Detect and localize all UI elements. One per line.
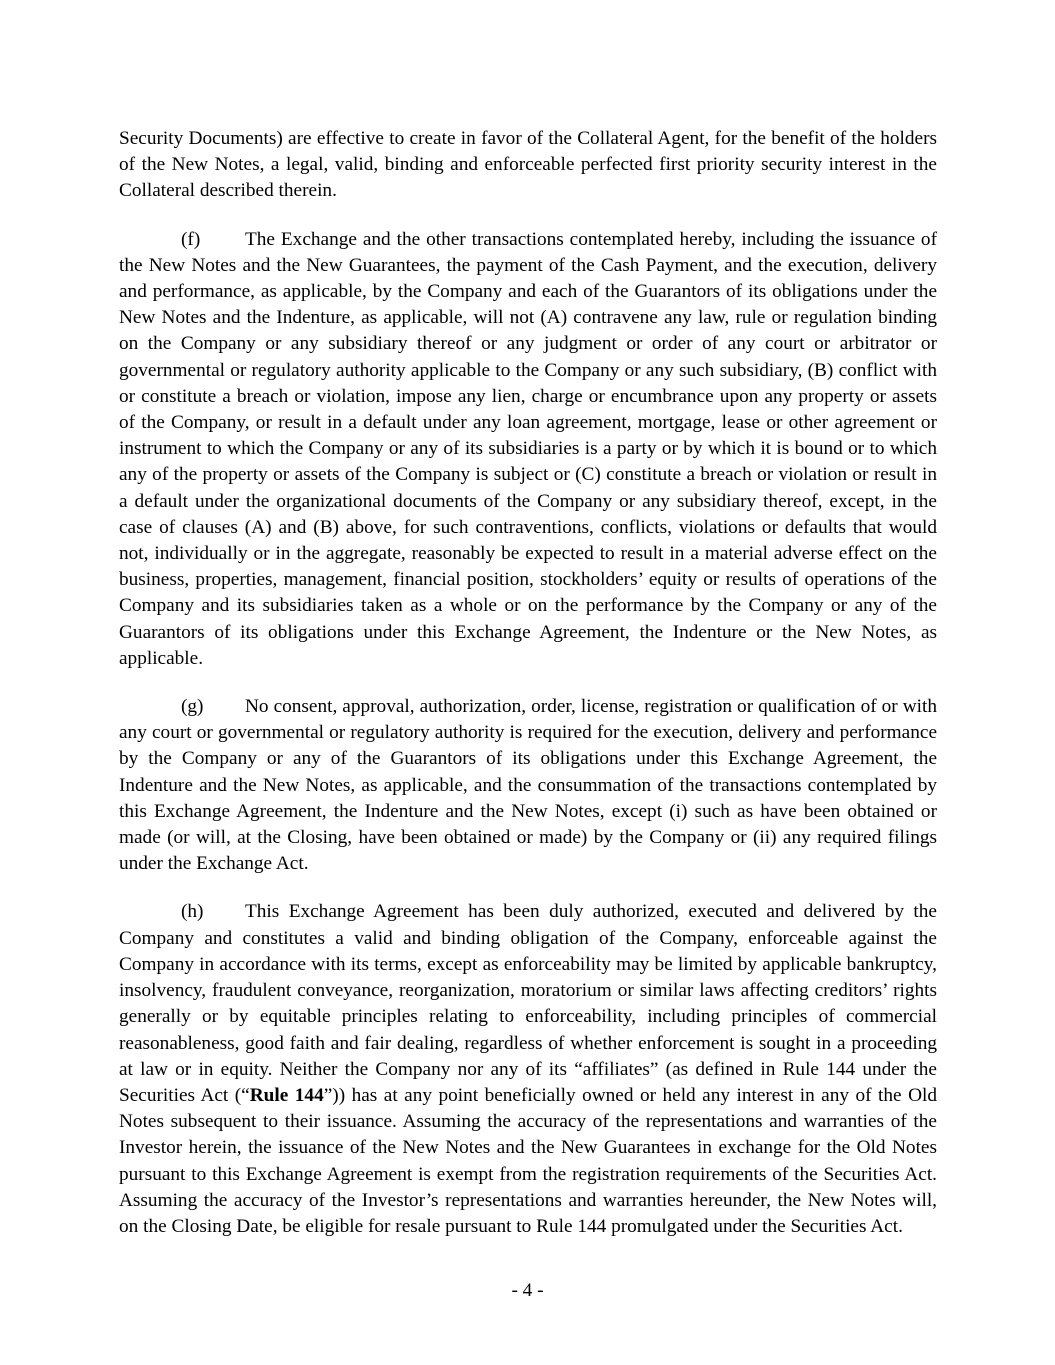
- paragraph-label-g: (g): [181, 696, 204, 718]
- paragraph-text: Security Documents) are effective to create in favor of the Collateral Agent, for the benefit of the holders of the New Notes, a legal, valid, binding and enforceable perfected first priority security interest in the Collateral described therein.: [119, 128, 937, 202]
- paragraph-label-h: (h): [181, 901, 204, 923]
- paragraph-text: No consent, approval, authorization, order, license, registration or qualification of or with any court or governmental or regulatory authority is required for the execution, delivery and performance by the Company or any of the Guarantors of its obligations under this Exchange Agreement, the Indenture and the New Notes, as applicable, and the consummation of the transactions contemplated by this Exchange Agreement, the Indenture and the New Notes, except (i) such as have been obtained or made (or will, at the Closing, have been obtained or made) by the Company or (ii) any required filings under the Exchange Act.: [119, 696, 937, 875]
- paragraph-text: The Exchange and the other transactions contemplated hereby, including the issuance of the New Notes and the New Guarantees, the payment of the Cash Payment, and the execution, delivery and performance, as applicable, by the Company and each of the Guarantors of its obligations under the New Notes and the Indenture, as applicable, will not (A) contravene any law, rule or regulation binding on the Company or any subsidiary thereof or any judgment or order of any court or arbitrator or governmental or regulatory authority applicable to the Company or any such subsidiary, (B) conflict with or constitute a breach or violation, impose any lien, charge or encumbrance upon any property or assets of the Company, or result in a default under any loan agreement, mortgage, lease or other agreement or instrument to which the Company or any of its subsidiaries is a party or by which it is bound or to which any of the property or assets of the Company is subject or (C) constitute a breach or violation or result in a default under the organizational documents of the Company or any subsidiary thereof, except, in the case of clauses (A) and (B) above, for such contraventions, conflicts, violations or defaults that would not, individually or in the aggregate, reasonably be expected to result in a material adverse effect on the business, properties, management, financial position, stockholders’ equity or results of operations of the Company and its subsidiaries taken as a whole or on the performance by the Company or any of the Guarantors of its obligations under this Exchange Agreement, the Indenture or the New Notes, as applicable.: [119, 228, 937, 669]
- paragraph-text-part-2: ”)) has at any point beneficially owned or held any interest in any of the Old Notes subsequent to their issuance. Assuming the accuracy of the representations and warranties of the Investor herein, the issuance of the New Notes and the New Guarantees in exchange for the Old Notes pursuant to this Exchange Agreement is exempt from the registration requirements of the Securities Act. Assuming the accuracy of the Investor’s representations and warranties hereunder, the New Notes will, on the Closing Date, be eligible for resale pursuant to Rule 144 promulgated under the Securities Act.: [119, 1084, 937, 1237]
- paragraph-h: [119, 899, 937, 1240]
- paragraph-f: [119, 227, 937, 672]
- document-body: [119, 126, 937, 1240]
- defined-term-rule-144: Rule 144: [249, 1084, 324, 1106]
- page-number: - 4 -: [511, 1280, 544, 1301]
- page-footer: [0, 1279, 1055, 1303]
- paragraph-text-part-1: This Exchange Agreement has been duly authorized, executed and delivered by the Company and constitutes a valid and binding obligation of the Company, enforceable against the Company in accordance with its terms, except as enforceability may be limited by applicable bankruptcy, insolvency, fraudulent conveyance, reorganization, moratorium or similar laws affecting creditors’ rights generally or by equitable principles relating to enforceability, including principles of commercial reasonableness, good faith and fair dealing, regardless of whether enforcement is sought in a proceeding at law or in equity. Neither the Company nor any of its “affiliates” (as defined in Rule 144 under the Securities Act (“: [119, 901, 937, 1106]
- paragraph-label-f: (f): [181, 228, 201, 250]
- paragraph-g: [119, 694, 937, 877]
- paragraph-continuation: [119, 126, 937, 205]
